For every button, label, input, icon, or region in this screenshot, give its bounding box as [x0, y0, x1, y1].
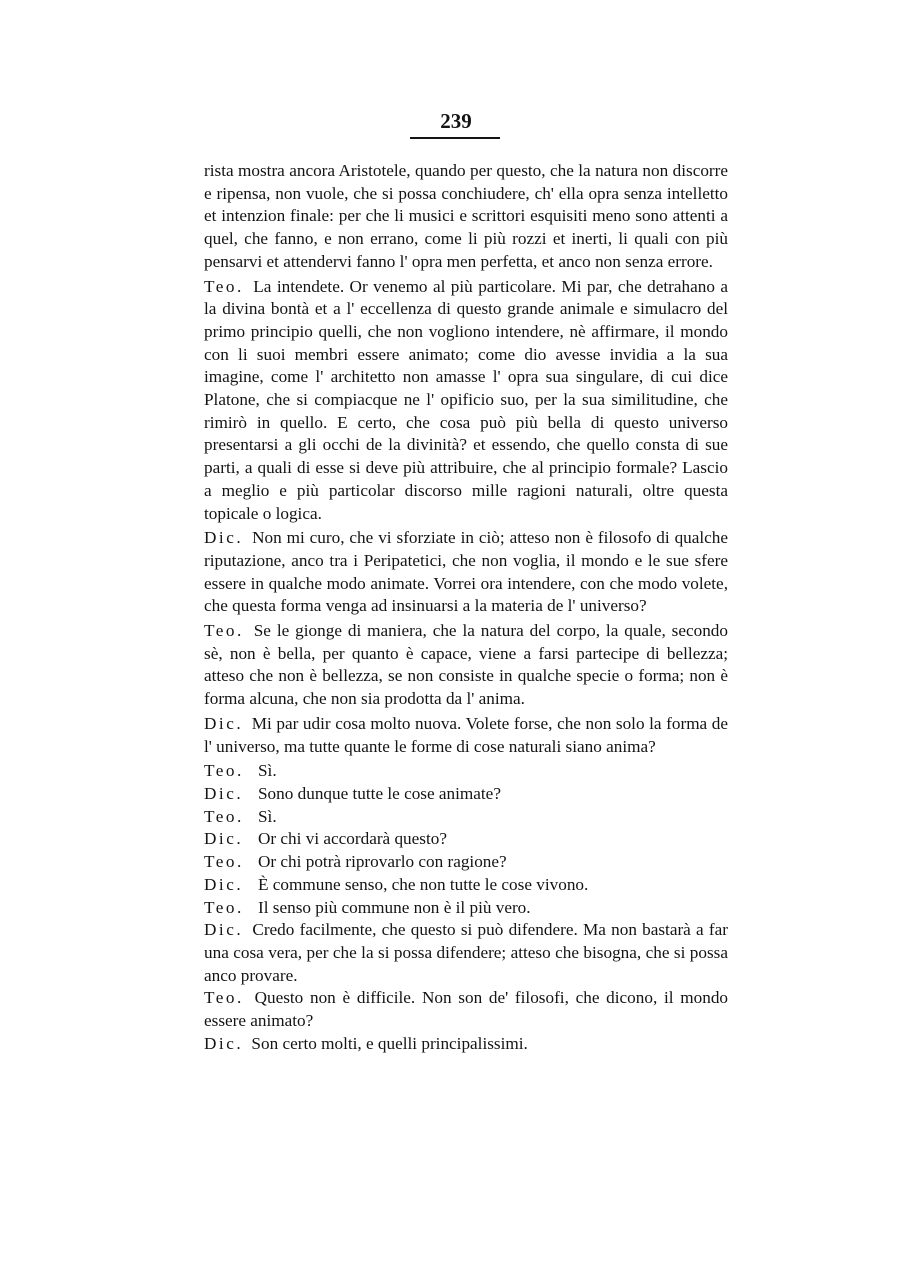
- short-dialogue-block: [204, 760, 728, 919]
- dialogue-paragraph: [204, 987, 728, 1032]
- dialogue-paragraph: [204, 527, 728, 618]
- speaker-label: Dic.: [204, 829, 244, 849]
- page-number-rule: [410, 137, 500, 139]
- dialogue-paragraph: [204, 276, 728, 526]
- paragraph-continuation: [204, 160, 728, 274]
- dialogue-line: [204, 851, 728, 874]
- speaker-label: Dic.: [204, 1033, 244, 1053]
- speaker-label: Dic.: [204, 713, 244, 733]
- paragraph-text: Questo non è difficile. Non son de' filosofi, che dicono, il mondo essere animato?: [204, 988, 729, 1031]
- speaker-label: Dic.: [204, 920, 244, 940]
- paragraph-text: Sono dunque tutte le cose animate?: [258, 783, 501, 803]
- paragraph-text: È commune senso, che non tutte le cose vivono.: [258, 874, 589, 894]
- paragraph-text: Credo facilmente, che questo si può difendere. Ma non bastarà a far una cosa vera, per che la si possa difendere; atteso che bisogna, che si possa anco provare.: [204, 920, 728, 985]
- speaker-label: Dic.: [204, 528, 244, 548]
- dialogue-line: [204, 760, 728, 783]
- speaker-label: Teo.: [204, 621, 244, 641]
- paragraph-text: Or chi potrà riprovarlo con ragione?: [258, 852, 507, 872]
- speaker-label: Dic.: [204, 874, 244, 894]
- speaker-label: Teo.: [204, 988, 244, 1008]
- paragraph-text: Son certo molti, e quelli principalissimi.: [251, 1033, 528, 1053]
- dialogue-line: [204, 874, 728, 897]
- speaker-label: Teo.: [204, 897, 244, 917]
- paragraph-text: Non mi curo, che vi sforziate in ciò; atteso non è filosofo di qualche riputazione, anco tra i Peripatetici, che non voglia, il mondo e le sue sfere essere in qualche modo animate. Vorrei ora intendere, con che modo volete, che questa forma venga ad insinuarsi a la materia de l' universo?: [204, 528, 729, 616]
- dialogue-paragraph: [204, 620, 728, 711]
- dialogue-paragraph: [204, 713, 728, 758]
- dialogue-paragraph: [204, 919, 728, 987]
- paragraph-text: Sì.: [258, 806, 277, 826]
- paragraph-text: Mi par udir cosa molto nuova. Volete forse, che non solo la forma de l' universo, ma tutte quante le forme di cose naturali siano anima?: [204, 713, 729, 756]
- paragraph-text: Or chi vi accordarà questo?: [258, 829, 447, 849]
- dialogue-paragraph: [204, 1033, 728, 1056]
- page-body: [204, 160, 728, 1055]
- dialogue-line: [204, 783, 728, 806]
- speaker-label: Teo.: [204, 276, 244, 296]
- speaker-label: Dic.: [204, 783, 244, 803]
- paragraph-text: Sì.: [258, 761, 277, 781]
- dialogue-line: [204, 828, 728, 851]
- page-number: 239: [440, 109, 472, 133]
- dialogue-line: [204, 806, 728, 829]
- paragraph-text: rista mostra ancora Aristotele, quando per questo, che la natura non discorre e ripensa, non vuole, che si possa conchiudere, ch' ella opra senza intelletto et intenzion finale: per che li musici e scrittori esquisiti meno sono attenti a quel, che fanno, e non errano, come li più rozzi et inerti, li quali con più pensarvi et attendervi fanno l' opra men perfetta, et anco non senza errore.: [204, 161, 728, 271]
- paragraph-text: Se le gionge di maniera, che la natura del corpo, la quale, secondo sè, non è bella, per quanto è capace, viene a farsi partecipe di bellezza; atteso che non è bellezza, se non consiste in qualche specie o forma; non è forma alcuna, che non sia prodotta da l' anima.: [204, 621, 728, 709]
- speaker-label: Teo.: [204, 761, 244, 781]
- speaker-label: Teo.: [204, 852, 244, 872]
- speaker-label: Teo.: [204, 806, 244, 826]
- paragraph-text: Il senso più commune non è il più vero.: [258, 897, 531, 917]
- dialogue-line: [204, 897, 728, 920]
- paragraph-text: La intendete. Or venemo al più particolare. Mi par, che detrahano a la divina bontà et a l' eccellenza di questo grande animale e simulacro del primo principio quelli, che non vogliono intendere, nè affirmare, il mondo con li suoi membri essere animato; come dio avesse invidia a la sua imagine, come l' architetto non amasse l' opra sua singulare, di cui dice Platone, che si compiacque ne l' opificio suo, per la sua similitudine, che rimirò in quello. E certo, che cosa può più bella di questo universo presentarsi a gli occhi de la divinità? et essendo, che quello consta di sue parti, a quali di esse si deve più attribuire, che al principio formale? Lascio a meglio e più particolar discorso mille ragioni naturali, oltre questa topicale o logica.: [204, 276, 728, 523]
